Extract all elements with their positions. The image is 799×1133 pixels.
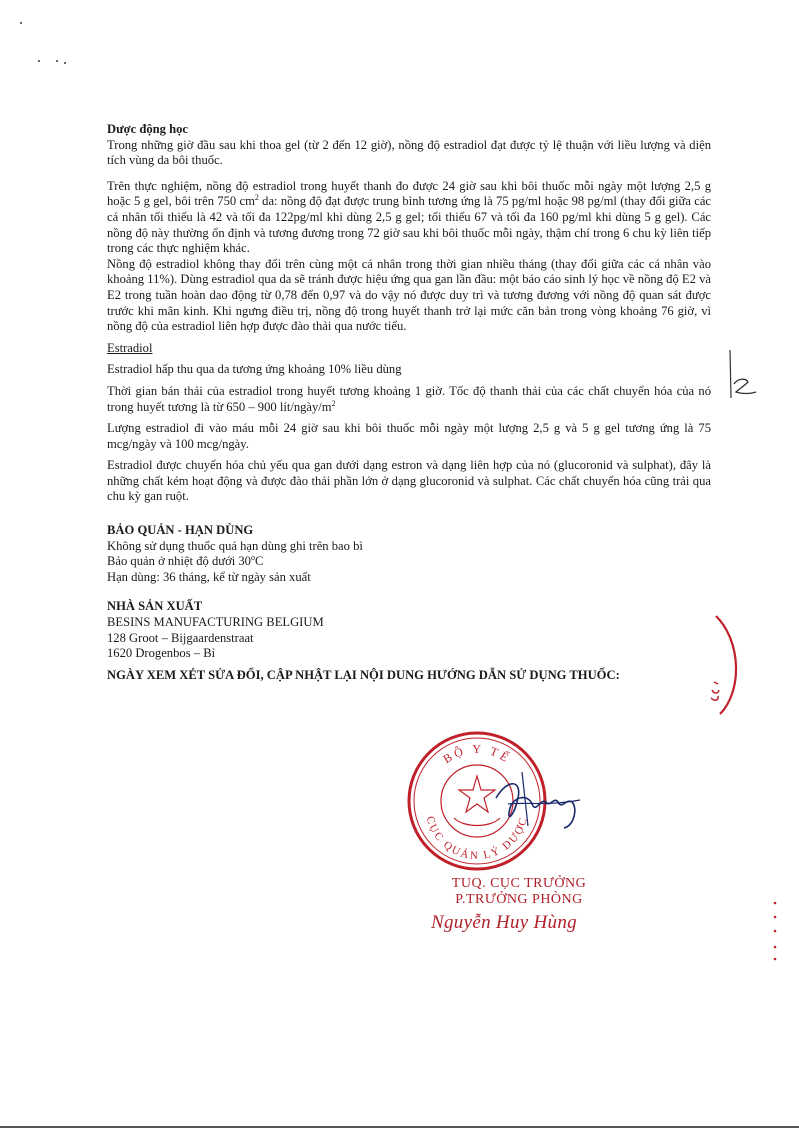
scan-speck bbox=[20, 22, 22, 24]
manufacturer-address-2: 1620 Drogenbos – Bỉ bbox=[107, 646, 216, 661]
estradiol-paragraph-4: Estradiol được chuyển hóa chủ yếu qua gan dưới dạng estron và dạng liên hợp của nó (glucoronid và sulphat), đây là những chất kém hoạt động và được đào thải phần lớn ở dạng glucoronid và sulphat. Các chất chuyển hóa cũng trải qua chu kỳ gan ruột. bbox=[107, 458, 711, 504]
estradiol-paragraph-1: Estradiol hấp thu qua da tương ứng khoảng 10% liều dùng bbox=[107, 362, 402, 377]
scan-speck bbox=[64, 62, 66, 64]
estradiol-heading: Estradiol bbox=[107, 340, 153, 355]
pharmacokinetics-paragraph-1: Trong những giờ đầu sau khi thoa gel (từ 2 đến 12 giờ), nồng độ estradiol đạt được tỷ lệ thuận với liều lượng và diện tích vùng da bôi thuốc. bbox=[107, 137, 711, 168]
signatory-title: TUQ. CỤC TRƯỞNG bbox=[451, 876, 587, 891]
scan-speck bbox=[56, 60, 58, 62]
storage-line-2: Bảo quản ở nhiệt độ dưới 30$^o$C bbox=[107, 553, 264, 569]
signatory-name: Nguyễn Huy Hùng bbox=[431, 912, 577, 933]
estradiol-paragraph-2: Thời gian bán thải của estradiol trong huyết tương khoảng 1 giờ. Tốc độ thanh thải của các chất chuyển hóa của nó trong huyết tương là từ 650 – 900 lít/$ngày/m^2$ bbox=[107, 383, 711, 414]
handwritten-signature bbox=[488, 768, 588, 838]
pharmacokinetics-paragraph-2: Trên thực nghiệm, nồng độ estradiol trong huyết thanh đo được 24 giờ sau khi bôi thuốc mỗi ngày một lượng 2,5 g hoặc 5 g gel, bôi trên 750 $cm^2$ da: nồng độ đạt được trung bình tương ứng là 75 pg/ml hoặc 98 pg/ml (thay đổi giữa các cá nhân tối thiểu là 42 và tối đa 122pg/ml khi dùng 2,5 g gel; tối thiểu 67 và tối đa 160 pg/ml khi dùng 5 g gel). Các nồng độ này thường ổn định và tương đương trong 72 giờ sau khi bôi thuốc mỗi ngày, thậm chí trong 6 chu kỳ liên tiếp trong các thực nghiệm khác. bbox=[107, 178, 712, 256]
pharmacokinetics-heading: Dược động học bbox=[107, 122, 189, 136]
review-date-heading: NGÀY XEM XÉT SỬA ĐỔI, CẬP NHẬT LẠI NỘI DUNG HƯỚNG DẪN SỬ DỤNG THUỐC: bbox=[107, 667, 620, 682]
storage-line-1: Không sử dụng thuốc quá hạn dùng ghi trên bao bì bbox=[107, 538, 363, 553]
manufacturer-name: BESINS MANUFACTURING BELGIUM bbox=[107, 615, 324, 630]
svg-text:BỘ Y TẾ bbox=[440, 742, 514, 766]
manufacturer-heading: NHÀ SẢN XUẤT bbox=[107, 599, 203, 614]
margin-handwriting-mark bbox=[716, 348, 762, 400]
page-bottom-edge bbox=[0, 1126, 799, 1128]
stamp-bottom-text: CỤC QUẢN LÝ DƯỢC bbox=[423, 814, 531, 863]
document-body bbox=[107, 122, 711, 683]
stamp-top-text: BỘ Y TẾ bbox=[440, 741, 514, 767]
partial-seal-mark bbox=[702, 612, 748, 718]
storage-heading: BẢO QUẢN - HẠN DÙNG bbox=[107, 523, 254, 538]
manufacturer-address-1: 128 Groot – Bijgaardenstraat bbox=[107, 630, 254, 645]
scan-speck bbox=[38, 60, 40, 62]
signatory-block bbox=[404, 876, 634, 934]
signatory-position: P.TRƯỞNG PHÒNG bbox=[455, 892, 583, 907]
estradiol-paragraph-3: Lượng estradiol đi vào máu mỗi 24 giờ sau khi bôi thuốc mỗi ngày một lượng 2,5 g và 5 g gel tương ứng là 75 mcg/ngày và 100 mcg/ngày. bbox=[107, 421, 711, 451]
margin-marks bbox=[770, 895, 780, 965]
pharmacokinetics-paragraph-3: Nồng độ estradiol không thay đổi trên cùng một cá nhân trong thời gian nhiều tháng (thay đổi giữa các cá nhân vào khoảng 11%). Dùng estradiol qua da sẽ tránh được hiệu ứng qua gan lần đầu: một báo cáo sinh lý học về nồng độ E2 và E2 trong tuần hoàn dao động từ 0,78 đến 0,97 và do vậy nó được duy trì và tương đương với nồng độ quan sát được trước khi mãn kinh. Khi ngưng điều trị, nồng độ trong huyết thanh trở lại mức căn bản trong vòng khoảng 76 giờ, vì nồng độ của estradiol liên hợp được đào thải qua nước tiểu. bbox=[107, 256, 711, 334]
storage-line-3: Hạn dùng: 36 tháng, kể từ ngày sản xuất bbox=[107, 569, 311, 584]
